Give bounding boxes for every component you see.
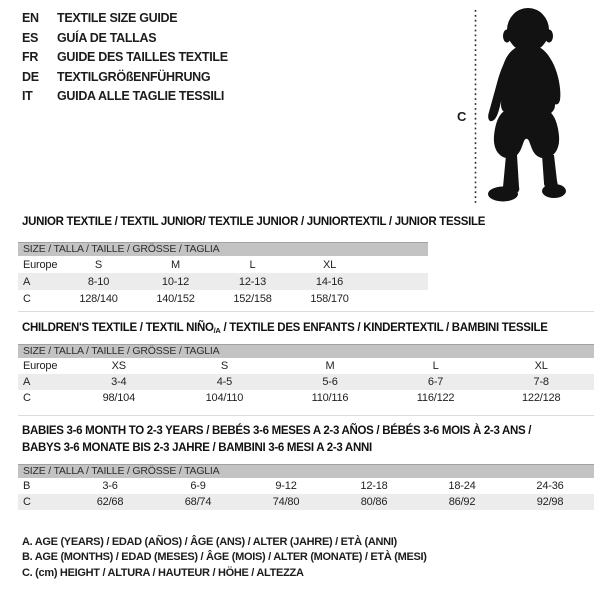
empty-cell bbox=[368, 256, 428, 273]
row-label: Europe bbox=[23, 360, 58, 372]
language-title: TEXTILE SIZE GUIDE bbox=[57, 11, 178, 25]
title-text: CHILDREN'S TEXTILE / TEXTIL NIÑO bbox=[22, 322, 214, 334]
age-cell: 6-9 bbox=[190, 480, 206, 492]
baby-figure bbox=[450, 5, 595, 205]
row-label: C bbox=[23, 392, 31, 404]
age-cell: 8-10 bbox=[87, 275, 110, 288]
language-row-it bbox=[22, 87, 228, 107]
section-divider bbox=[18, 311, 594, 312]
height-cell: 74/80 bbox=[272, 496, 300, 508]
row-label: Europe bbox=[23, 258, 58, 271]
table-row-age bbox=[18, 374, 594, 390]
language-title: GUIDE DES TAILLES TEXTILE bbox=[57, 50, 228, 64]
language-code: FR bbox=[22, 50, 39, 64]
age-cell: 4-5 bbox=[216, 376, 233, 388]
babies-size-table bbox=[18, 478, 594, 510]
size-cell: L bbox=[432, 360, 439, 372]
size-cell: XL bbox=[534, 360, 548, 372]
row-label: A bbox=[23, 275, 31, 288]
children-size-table bbox=[18, 358, 594, 406]
age-cell: 24-36 bbox=[536, 480, 564, 492]
toddler-silhouette bbox=[488, 8, 566, 202]
height-cell: 68/74 bbox=[184, 496, 212, 508]
language-header bbox=[22, 9, 228, 107]
empty-cell bbox=[368, 273, 428, 290]
size-cell: M bbox=[171, 258, 180, 271]
age-cell: 9-12 bbox=[275, 480, 297, 492]
height-cell: 104/110 bbox=[205, 392, 244, 404]
title-line-2: BABYS 3-6 MONATE BIS 2-3 JAHRE / BAMBINI 3-6 MESI A 2-3 ANNI bbox=[22, 441, 372, 454]
language-title: GUIDA ALLE TAGLIE TESSILI bbox=[57, 89, 225, 103]
table-row-height bbox=[18, 390, 594, 406]
table-row-europe bbox=[18, 256, 428, 273]
age-cell: 14-16 bbox=[315, 275, 344, 288]
table-row-age bbox=[18, 273, 428, 290]
junior-size-header-bar: SIZE / TALLA / TAILLE / GRÖSSE / TAGLIA bbox=[18, 242, 428, 256]
height-cell: 116/122 bbox=[416, 392, 455, 404]
height-cell: 62/68 bbox=[96, 496, 124, 508]
table-row-height bbox=[18, 290, 428, 307]
age-cell: 12-18 bbox=[360, 480, 388, 492]
babies-size-header-bar: SIZE / TALLA / TAILLE / GRÖSSE / TAGLIA bbox=[18, 464, 594, 478]
table-row-europe bbox=[18, 358, 594, 374]
size-cell: XS bbox=[111, 360, 126, 372]
row-label: B bbox=[23, 480, 31, 492]
size-cell: L bbox=[249, 258, 256, 271]
age-cell: 3-4 bbox=[111, 376, 127, 388]
footnotes bbox=[22, 535, 427, 581]
height-cell: 80/86 bbox=[360, 496, 388, 508]
age-cell: 10-12 bbox=[161, 275, 190, 288]
age-cell: 12-13 bbox=[238, 275, 267, 288]
age-cell: 6-7 bbox=[427, 376, 444, 388]
size-cell: XL bbox=[322, 258, 337, 271]
junior-table-title: JUNIOR TEXTILE / TEXTIL JUNIOR/ TEXTILE JUNIOR / JUNIORTEXTIL / JUNIOR TESSILE bbox=[22, 216, 486, 228]
babies-table-title bbox=[22, 423, 531, 456]
height-cell: 158/170 bbox=[310, 292, 349, 305]
measurement-c-label: C bbox=[457, 109, 467, 124]
junior-table bbox=[18, 242, 428, 307]
table-row-age-months bbox=[18, 478, 594, 494]
age-cell: 7-8 bbox=[533, 376, 549, 388]
language-code: EN bbox=[22, 11, 39, 25]
language-row-en bbox=[22, 9, 228, 29]
size-cell: S bbox=[220, 360, 228, 372]
language-code: DE bbox=[22, 69, 39, 84]
footnote-b: B. AGE (MONTHS) / EDAD (MESES) / ÂGE (MOIS) / ALTER (MONATE) / ETÀ (MESI) bbox=[22, 551, 427, 564]
height-cell: 152/158 bbox=[233, 292, 272, 305]
table-row-height bbox=[18, 494, 594, 510]
height-cell: 128/140 bbox=[79, 292, 118, 305]
footnote-a: A. AGE (YEARS) / EDAD (AÑOS) / ÂGE (ANS) / ALTER (JAHRE) / ETÀ (ANNI) bbox=[22, 536, 397, 548]
height-cell: 98/104 bbox=[102, 392, 136, 404]
language-title: GUÍA DE TALLAS bbox=[57, 30, 157, 45]
size-cell: M bbox=[325, 360, 335, 372]
row-label: C bbox=[23, 292, 31, 305]
title-text: / TEXTILE DES ENFANTS / KINDERTEXTIL / BAMBINI TESSILE bbox=[220, 322, 548, 334]
babies-table bbox=[18, 464, 594, 510]
children-table-title bbox=[22, 322, 548, 335]
junior-size-table bbox=[18, 256, 428, 307]
height-cell: 86/92 bbox=[448, 496, 476, 508]
height-cell: 110/116 bbox=[311, 392, 349, 404]
language-title: TEXTILGRÖßENFÜHRUNG bbox=[57, 69, 211, 84]
language-row-de bbox=[22, 68, 228, 88]
baby-silhouette-icon bbox=[450, 5, 595, 205]
children-table bbox=[18, 344, 594, 406]
section-divider bbox=[18, 415, 594, 416]
age-cell: 3-6 bbox=[102, 480, 118, 492]
language-code: IT bbox=[22, 89, 33, 103]
title-line-1: BABIES 3-6 MONTH TO 2-3 YEARS / BEBÉS 3-6 MESES A 2-3 AÑOS / BÉBÉS 3-6 MOIS À 2-3 ANS / bbox=[22, 425, 532, 437]
footnote-c: C. (cm) HEIGHT / ALTURA / HAUTEUR / HÖHE / ALTEZZA bbox=[22, 566, 304, 579]
language-code: ES bbox=[22, 30, 39, 45]
height-cell: 122/128 bbox=[522, 392, 561, 404]
height-cell: 140/152 bbox=[156, 292, 195, 305]
height-cell: 92/98 bbox=[536, 496, 564, 508]
age-cell: 18-24 bbox=[448, 480, 476, 492]
age-cell: 5-6 bbox=[322, 376, 338, 388]
row-label: A bbox=[23, 376, 31, 388]
title-subscript: /A bbox=[213, 326, 221, 335]
language-row-es bbox=[22, 29, 228, 49]
size-cell: S bbox=[94, 258, 103, 271]
row-label: C bbox=[23, 496, 31, 508]
empty-cell bbox=[368, 290, 428, 307]
language-row-fr bbox=[22, 48, 228, 68]
children-size-header-bar: SIZE / TALLA / TAILLE / GRÖSSE / TAGLIA bbox=[18, 344, 594, 358]
